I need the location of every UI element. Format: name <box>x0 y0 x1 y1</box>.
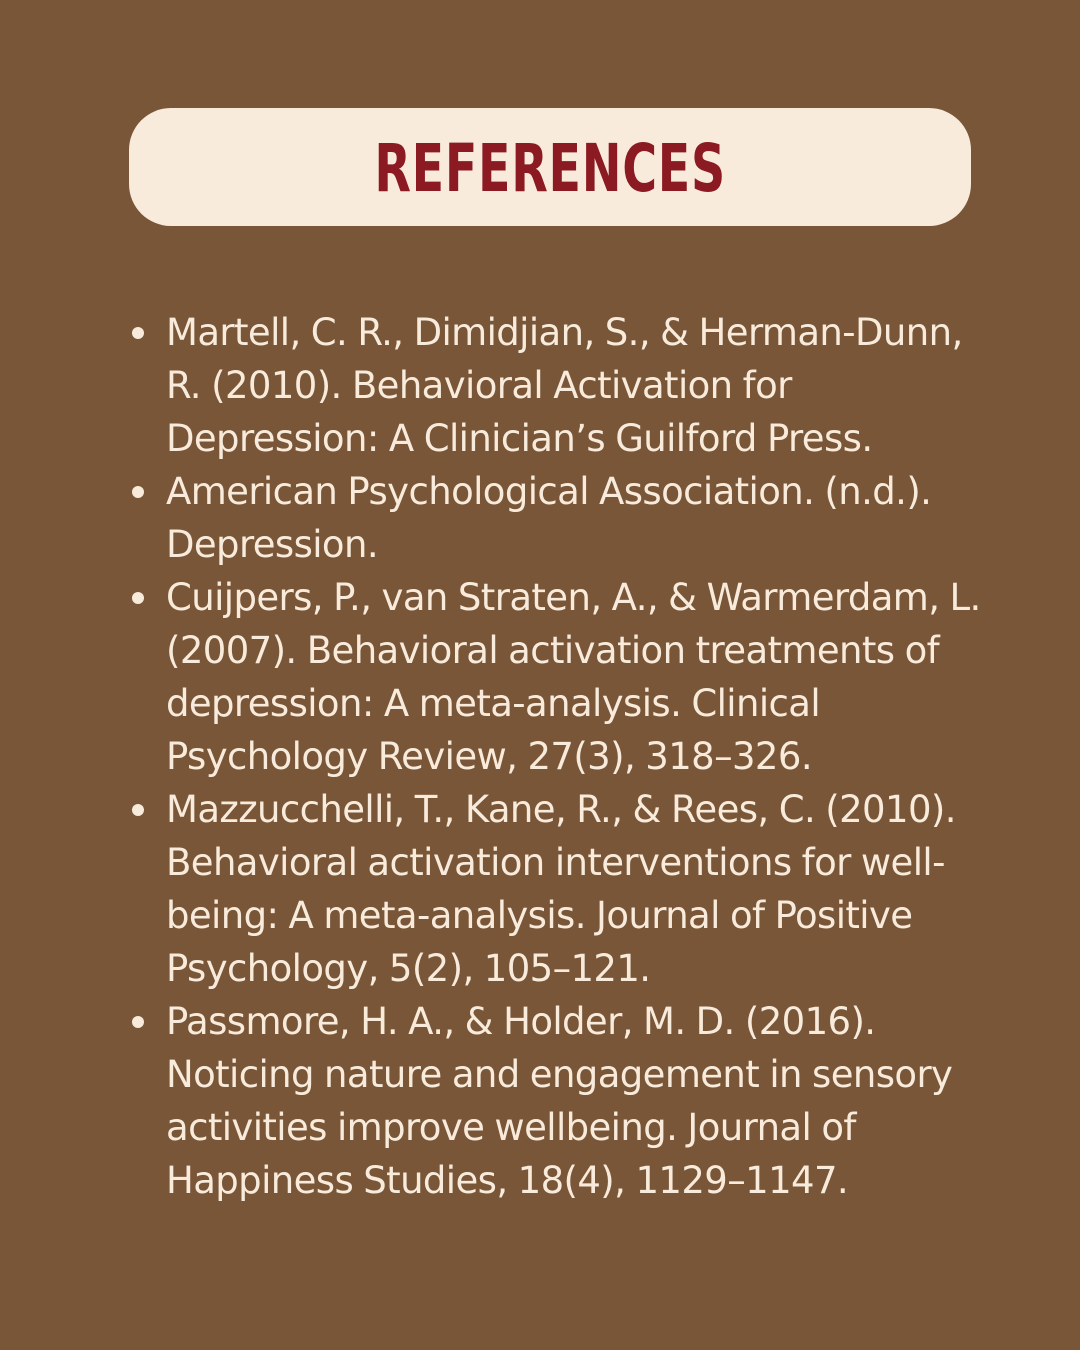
reference-item <box>128 995 1028 1207</box>
reference-line: American Psychological Association. (n.d.). <box>166 470 932 513</box>
bullet-icon <box>132 804 144 816</box>
reference-line: depression: A meta-analysis. Clinical <box>166 682 821 725</box>
reference-line: Mazzucchelli, T., Kane, R., & Rees, C. (2010). <box>166 788 956 831</box>
references-list <box>128 306 1028 1207</box>
reference-line: (2007). Behavioral activation treatments of <box>166 629 940 672</box>
reference-item <box>128 465 1028 571</box>
reference-line: Cuijpers, P., van Straten, A., & Warmerdam, L. <box>166 576 981 619</box>
title-banner <box>129 108 971 226</box>
reference-line: Behavioral activation interventions for well- <box>166 841 945 884</box>
reference-line: Psychology Review, 27(3), 318–326. <box>166 735 812 778</box>
reference-line: Depression. <box>166 523 378 566</box>
bullet-icon <box>132 1016 144 1028</box>
bullet-icon <box>132 327 144 339</box>
reference-item <box>128 571 1028 783</box>
reference-line: Happiness Studies, 18(4), 1129–1147. <box>166 1159 849 1202</box>
bullet-icon <box>132 592 144 604</box>
reference-line: Martell, C. R., Dimidjian, S., & Herman-Dunn, <box>166 311 963 354</box>
reference-line: Passmore, H. A., & Holder, M. D. (2016). <box>166 1000 876 1043</box>
reference-line: activities improve wellbeing. Journal of <box>166 1106 856 1149</box>
reference-line: being: A meta-analysis. Journal of Positive <box>166 894 913 937</box>
reference-line: R. (2010). Behavioral Activation for <box>166 364 792 407</box>
page-title: REFERENCES <box>374 130 726 207</box>
reference-line: Depression: A Clinician’s Guilford Press. <box>166 417 873 460</box>
bullet-icon <box>132 486 144 498</box>
reference-line: Psychology, 5(2), 105–121. <box>166 947 651 990</box>
reference-line: Noticing nature and engagement in sensory <box>166 1053 953 1096</box>
reference-item <box>128 783 1028 995</box>
reference-item <box>128 306 1028 465</box>
